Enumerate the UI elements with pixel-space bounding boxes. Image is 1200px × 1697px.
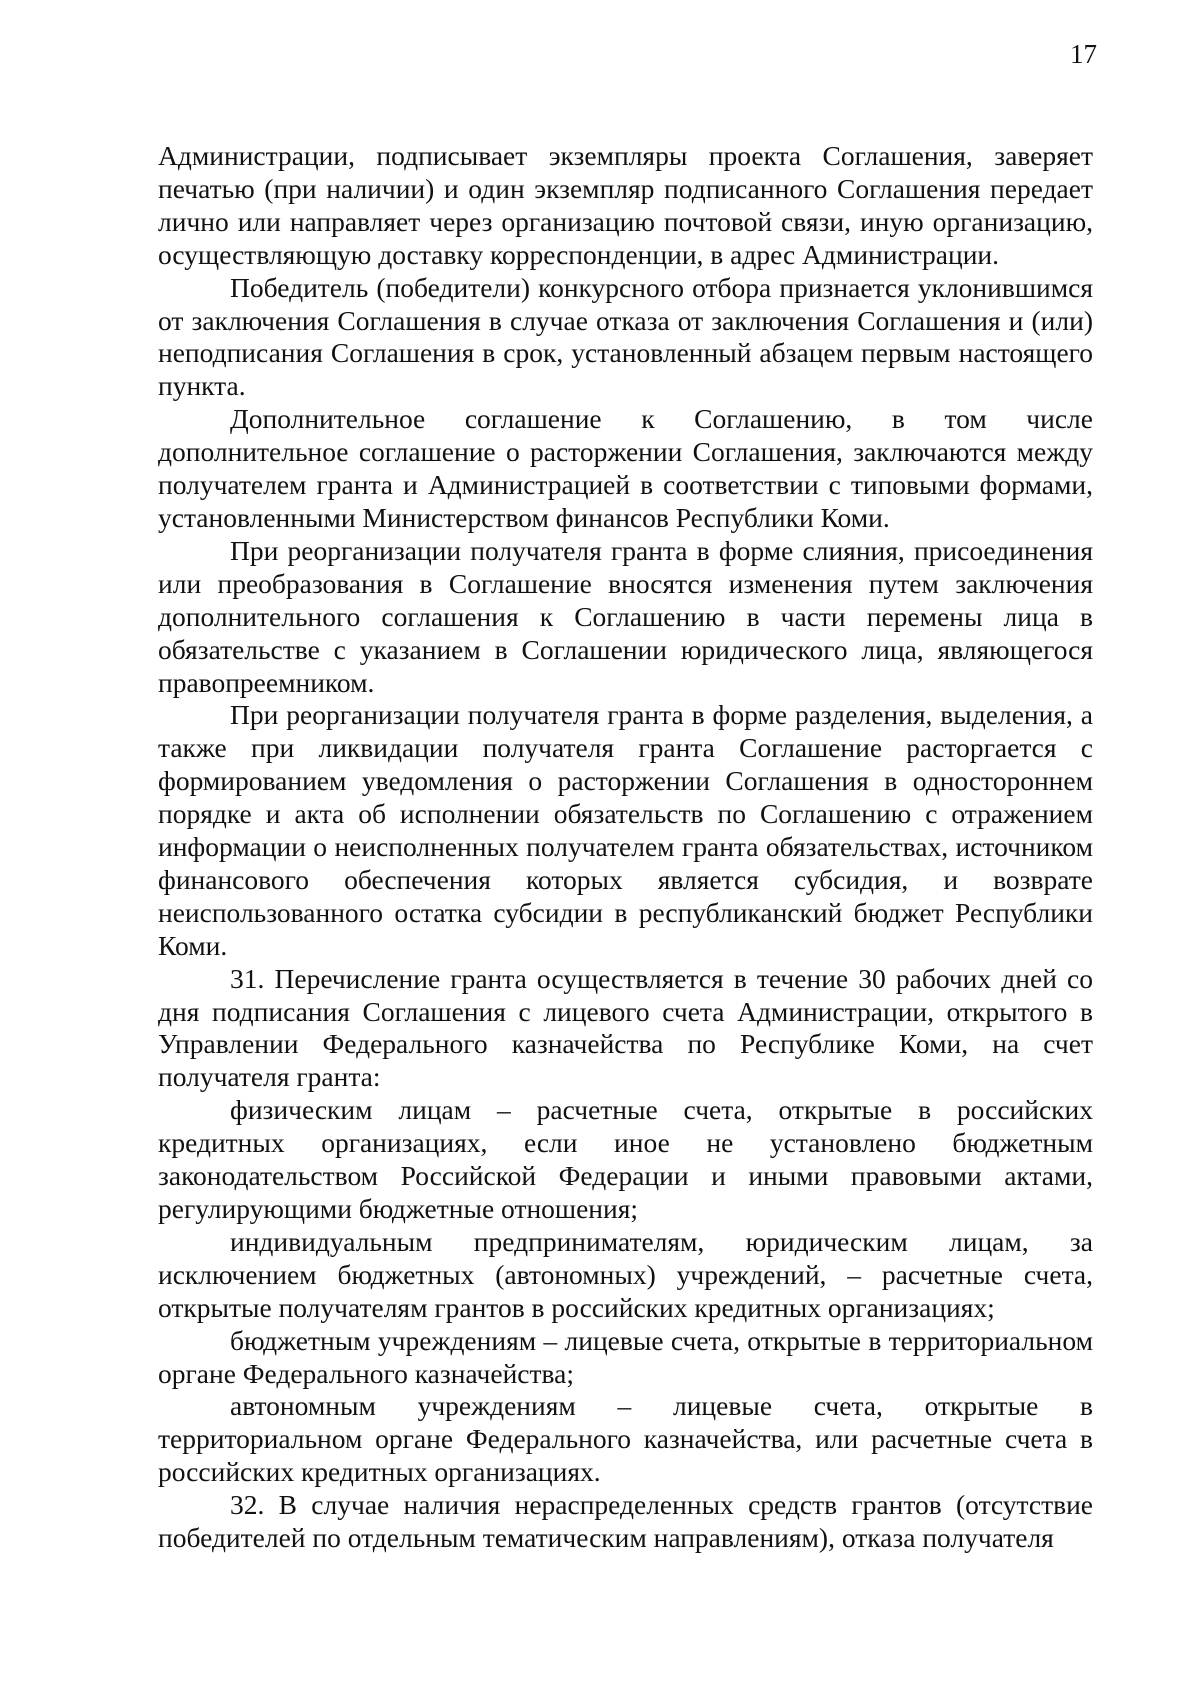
paragraph-item-31: 31. Перечисление гранта осуществляется в течение 30 рабочих дней со дня подписания Соглашения с лицевого счета Администрации, открытого в Управлении Федерального казначейства по Республике Коми, на счет получателя гранта: xyxy=(158,962,1093,1093)
paragraph: Администрации, подписывает экземпляры проекта Соглашения, заверяет печатью (при наличии) и один экземпляр подписанного Соглашения передает лично или направляет через организацию почтовой связи, иную организацию, осуществляющую доставку корреспонденции, в адрес Администрации. xyxy=(158,140,1093,270)
list-item: автономным учреждениям – лицевые счета, открытые в территориальном органе Федерального казначейства, или расчетные счета в российских кредитных организациях. xyxy=(158,1390,1093,1488)
list-item: бюджетным учреждениям – лицевые счета, открытые в территориальном органе Федерального казначейства; xyxy=(158,1324,1093,1389)
list-item: индивидуальным предпринимателям, юридическим лицам, за исключением бюджетных (автономных) учреждений, – расчетные счета, открытые получателям грантов в российских кредитных организациях; xyxy=(158,1225,1093,1323)
paragraph: При реорганизации получателя гранта в форме разделения, выделения, а также при ликвидации получателя гранта Соглашение расторгается с формированием уведомления о расторжении Соглашения в одностороннем порядке и акта об исполнении обязательств по Соглашению с отражением информации о неисполненных получателем гранта обязательствах, источником финансового обеспечения которых является субсидия, и возврате неиспользованного остатка субсидии в республиканский бюджет Республики Коми. xyxy=(158,699,1093,961)
paragraph: Дополнительное соглашение к Соглашению, в том числе дополнительное соглашение о расторжении Соглашения, заключаются между получателем гранта и Администрацией в соответствии с типовыми формами, установленными Министерством финансов Республики Коми. xyxy=(158,403,1093,533)
paragraph: При реорганизации получателя гранта в форме слияния, присоединения или преобразования в Соглашение вносятся изменения путем заключения дополнительного соглашения к Соглашению в части перемены лица в обязательстве с указанием в Соглашении юридического лица, являющегося правопреемником. xyxy=(158,534,1093,698)
list-item: физическим лицам – расчетные счета, открытые в российских кредитных организациях, если иное не установлено бюджетным законодательством Российской Федерации и иными правовыми актами, регулирующими бюджетные отношения; xyxy=(158,1094,1093,1224)
document-body xyxy=(158,140,1093,1555)
page-number: 17 xyxy=(1070,39,1097,69)
paragraph: Победитель (победители) конкурсного отбора признается уклонившимся от заключения Соглашения в случае отказа от заключения Соглашения и (или) неподписания Соглашения в срок, установленный абзацем первым настоящего пункта. xyxy=(158,271,1093,402)
paragraph-item-32: 32. В случае наличия нераспределенных средств грантов (отсутствие победителей по отдельным тематическим направлениям), отказа получателя xyxy=(158,1489,1093,1554)
